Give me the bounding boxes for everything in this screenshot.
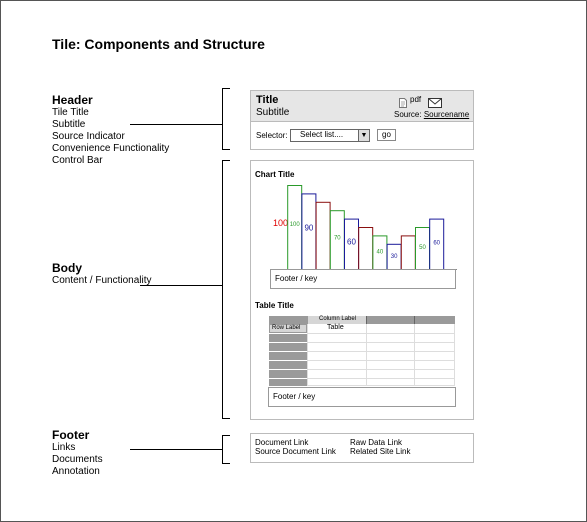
header-item: Tile Title xyxy=(52,107,89,118)
header-bracket-bottom xyxy=(222,149,230,150)
footer-item: Documents xyxy=(52,454,103,465)
body-section-labels xyxy=(52,261,152,287)
table-title: Table Title xyxy=(255,301,294,310)
table-footer-key xyxy=(268,387,456,407)
data-table xyxy=(269,316,455,386)
chart-footer-key xyxy=(270,269,456,289)
table-cell-label: Table xyxy=(327,324,344,331)
chevron-down-icon[interactable]: ▼ xyxy=(358,130,369,141)
tile-footer xyxy=(250,433,474,463)
tile-subtitle: Subtitle xyxy=(256,107,290,118)
chart-value-label: 50 xyxy=(419,244,426,251)
chart-value-label: 30 xyxy=(390,254,398,261)
footer-item: Annotation xyxy=(52,466,100,477)
header-bracket xyxy=(222,88,223,149)
table-row-label: Row Label xyxy=(272,325,301,331)
tile-body xyxy=(250,160,474,420)
source-link[interactable]: Sourcename xyxy=(423,110,470,119)
chart-footer-text: Footer / key xyxy=(275,274,318,283)
chart-value-label: 60 xyxy=(347,237,356,247)
footer-section-title: Footer xyxy=(52,428,90,442)
footer-bracket-bottom xyxy=(222,463,230,464)
body-bracket-top xyxy=(222,160,230,161)
header-section-title: Header xyxy=(52,93,93,107)
source-indicator xyxy=(394,110,469,119)
selector-label: Selector: xyxy=(256,131,288,140)
pdf-label[interactable]: pdf xyxy=(410,95,422,104)
header-item: Control Bar xyxy=(52,155,103,166)
chart-value-label: 40 xyxy=(376,249,384,256)
footer-connector-line xyxy=(130,449,223,450)
body-item: Content / Functionality xyxy=(52,275,152,286)
chart-value-label: 100 xyxy=(289,221,300,228)
selector-value: Select list.... xyxy=(300,130,344,139)
table-footer-text: Footer / key xyxy=(273,392,316,401)
chart-value-label: 90 xyxy=(304,223,314,233)
header-item: Subtitle xyxy=(52,119,86,130)
raw-data-link[interactable]: Raw Data Link xyxy=(350,438,403,447)
footer-section-labels xyxy=(52,428,103,478)
header-item: Convenience Functionality xyxy=(52,143,170,154)
tile-header xyxy=(250,90,474,150)
chart-title: Chart Title xyxy=(255,170,295,179)
body-bracket xyxy=(222,160,223,418)
table-column-label: Column Label xyxy=(319,316,357,322)
chart-value-label: 70 xyxy=(333,235,341,242)
source-document-link[interactable]: Source Document Link xyxy=(255,447,336,456)
chart-value-label: 100 xyxy=(272,217,289,228)
body-section-title: Body xyxy=(52,261,82,275)
tile-title: Title xyxy=(256,94,279,106)
document-link[interactable]: Document Link xyxy=(255,438,309,447)
chart-value-label: 60 xyxy=(433,240,441,247)
related-site-link[interactable]: Related Site Link xyxy=(350,447,411,456)
header-section-labels xyxy=(52,93,169,167)
source-prefix: Source: xyxy=(394,110,422,119)
body-bracket-bottom xyxy=(222,418,230,419)
footer-bracket-top xyxy=(222,435,230,436)
chart-bar xyxy=(359,228,373,270)
selector-dropdown[interactable] xyxy=(290,129,370,142)
chart-bar xyxy=(401,236,415,270)
footer-bracket xyxy=(222,435,223,463)
header-item: Source Indicator xyxy=(52,131,125,142)
footer-item: Links xyxy=(52,442,76,453)
header-bracket-top xyxy=(222,88,230,89)
header-connector-line xyxy=(130,124,223,125)
page-title: Tile: Components and Structure xyxy=(52,36,265,52)
body-connector-line xyxy=(140,285,223,286)
bar-chart xyxy=(271,184,457,270)
go-button[interactable]: go xyxy=(377,129,396,141)
chart-bar xyxy=(316,202,330,269)
